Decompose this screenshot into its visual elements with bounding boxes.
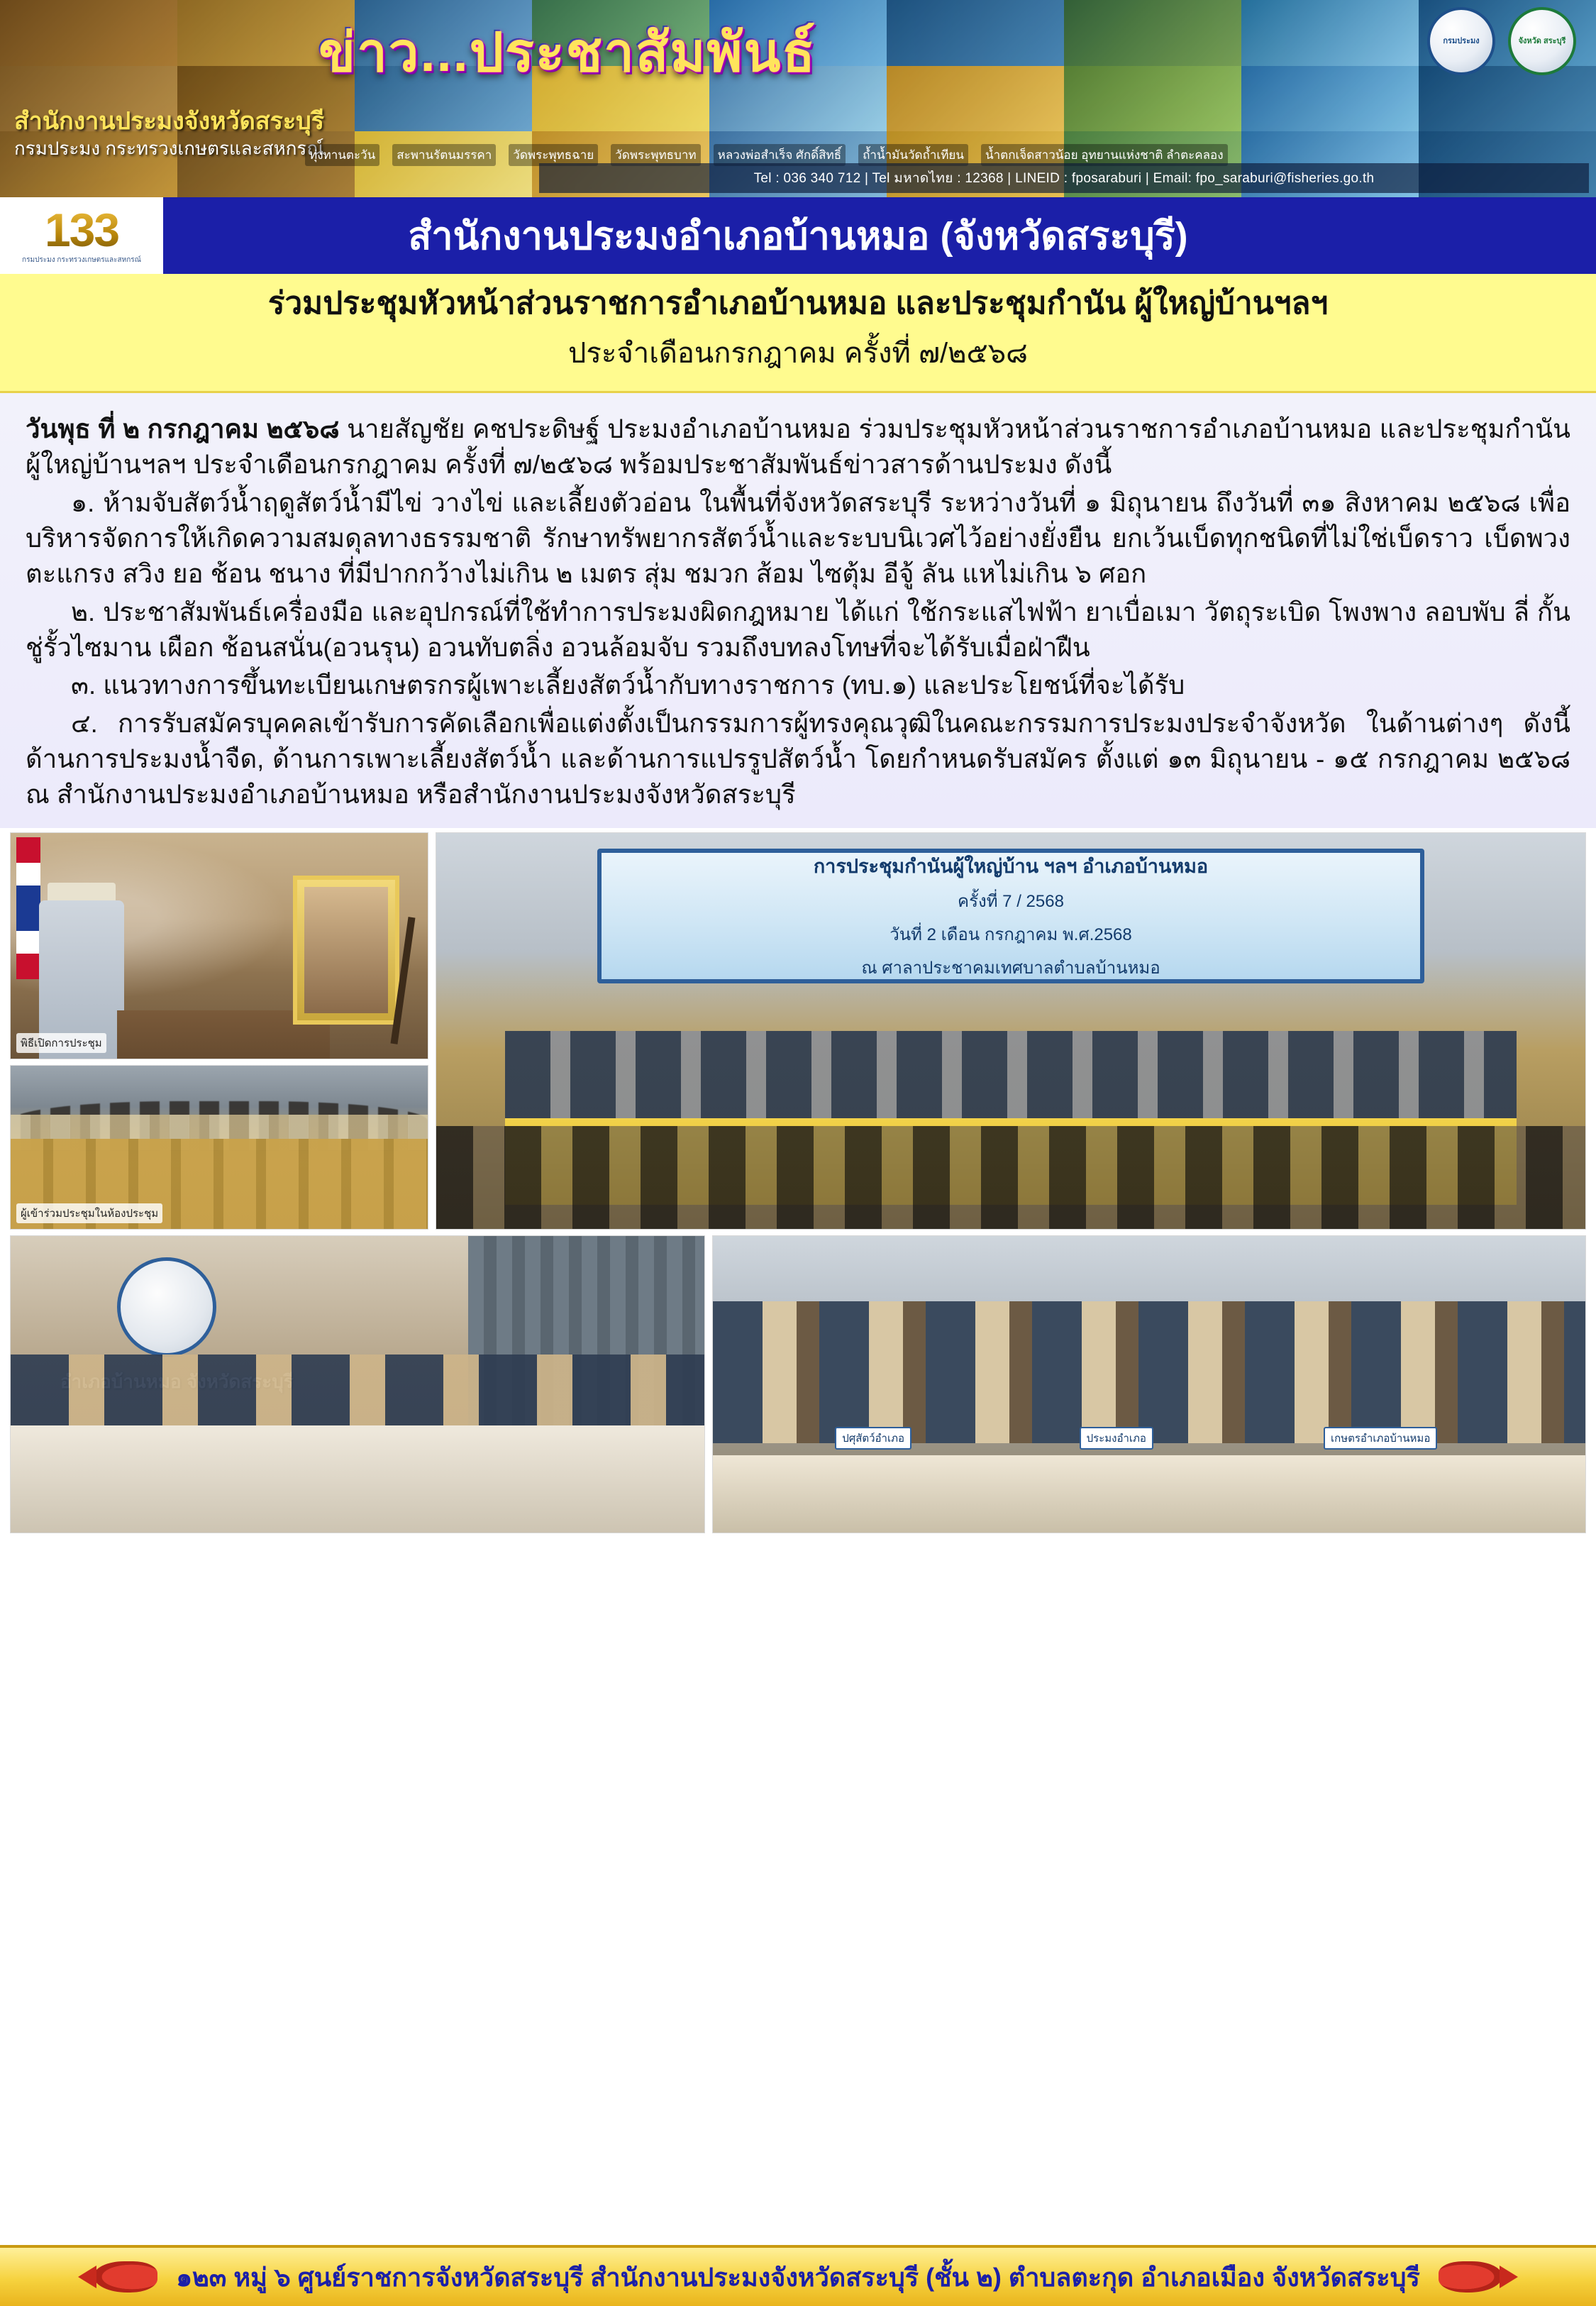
officials-row xyxy=(713,1301,1585,1444)
photo-caption-1: พิธีเปิดการประชุม xyxy=(16,1033,106,1053)
photo-district-meeting-room xyxy=(10,1235,705,1533)
nameplate-livestock: ปศุสัตว์อำเภอ xyxy=(835,1427,911,1450)
seal-label-2: จังหวัด สระบุรี xyxy=(1518,36,1566,45)
banner-org-line1: สำนักงานประมงจังหวัดสระบุรี xyxy=(14,108,324,135)
headline-secondary: ประจำเดือนกรกฎาคม ครั้งที่ ๗/๒๕๖๘ xyxy=(567,337,1029,369)
landmark-label-5: ถ้ำน้ำมันวัดถ้ำเทียน xyxy=(858,144,968,166)
conference-table xyxy=(11,1425,704,1532)
landmark-label-0: ทุ่งทานตะวัน xyxy=(305,144,379,166)
fish-icon-right xyxy=(1439,2261,1502,2293)
photo-row-bottom xyxy=(10,1235,1586,1533)
landmark-label-2: วัดพระพุทธฉาย xyxy=(509,144,598,166)
photo-stage-with-banner xyxy=(436,832,1586,1230)
banner-org-block xyxy=(14,106,324,160)
district-emblem-icon xyxy=(117,1257,216,1357)
landmark-label-3: วัดพระพุทธบาท xyxy=(611,144,700,166)
header-banner xyxy=(0,0,1596,197)
article-item-3: ๓. แนวทางการขึ้นทะเบียนเกษตรกรผู้เพาะเลี้ยงสัตว์น้ำกับทางราชการ (ทบ.๑) และประโยชน์ที่จะได้รับ xyxy=(71,671,1185,700)
anniversary-number: 133 xyxy=(44,203,119,256)
fisheries-department-seal-icon xyxy=(1427,7,1495,75)
article-item-1: ๑. ห้ามจับสัตว์น้ำฤดูสัตว์น้ำมีไข่ วางไข่ และเลี้ยงตัวอ่อน ในพื้นที่จังหวัดสระบุรี ระหว่างวันที่ ๑ มิถุนายน ถึงวันที่ ๓๑ สิงหาคม ๒๕๖๘ เพื่อบริหารจัดการให้เกิดความสมดุลทางธรรมชาติ รักษาทรัพยากรสัตว์น้ำและระบบนิเวศไว้อย่างยั่งยืน ยกเว้นเบ็ดทุกชนิดที่ไม่ใช่เบ็ดราว เบ็ดพวง ตะแกรง สวิง ยอ ช้อน ชนาง ที่มีปากกว้างไม่เกิน ๒ เมตร สุ่ม ชมวก ส้อม ไซตุ้ม อีจู้ ลัน แหไม่เกิน ๖ ศอก xyxy=(26,487,1570,589)
photo-opening-ceremony xyxy=(10,832,428,1059)
anniversary-logo xyxy=(0,197,163,274)
footer-address-text: ๑๒๓ หมู่ ๖ ศูนย์ราชการจังหวัดสระบุรี สำนักงานประมงจังหวัดสระบุรี (ชั้น ๒) ตำบลตะกุด อำเภอเมือง จังหวัดสระบุรี xyxy=(176,2262,1420,2292)
landmark-label-4: หลวงพ่อสำเร็จ ศักดิ์สิทธิ์ xyxy=(714,144,846,166)
article-item-2: ๒. ประชาสัมพันธ์เครื่องมือ และอุปกรณ์ที่ใช้ทำการประมงผิดกฎหมาย ได้แก่ ใช้กระแสไฟฟ้า ยาเบื่อเมา วัตถุระเบิด โพงพาง ลอบพับ ลี่ กั้นชู่รั้วไซมาน เผือก ช้อนสนั่น(อวนรุน) อวนทับตลิ่ง อวนล้อมจับ รวมถึงบทลงโทษที่จะได้รับเมื่อฝ่าฝืน xyxy=(26,597,1570,662)
nameplate-fisheries: ประมงอำเภอ xyxy=(1080,1427,1153,1450)
fish-icon-left xyxy=(94,2261,157,2293)
article-lead-rest: นายสัญชัย คชประดิษฐ์ ประมงอำเภอบ้านหมอ ร่วมประชุมหัวหน้าส่วนราชการอำเภอบ้านหมอ และประชุมกำนัน ผู้ใหญ่บ้านฯลฯ ประจำเดือนกรกฎาคม ครั้งที่ ๗/๒๕๖๘ พร้อมประชาสัมพันธ์ข่าวสารด้านประมง ดังนี้ xyxy=(26,414,1570,480)
officials-desk xyxy=(713,1455,1585,1533)
backdrop-line-3: ณ ศาลาประชาคมเทศบาลตำบลบ้านหมอ xyxy=(861,958,1160,978)
footer-address-bar xyxy=(0,2245,1596,2306)
backdrop-line-1: ครั้งที่ 7 / 2568 xyxy=(958,891,1064,911)
head-table-officials xyxy=(505,1031,1517,1118)
nameplate-agriculture: เกษตรอำเภอบ้านหมอ xyxy=(1324,1427,1437,1450)
headline-block xyxy=(0,274,1596,393)
thai-flag-icon xyxy=(16,837,40,979)
article-item-4: ๔. การรับสมัครบุคคลเข้ารับการคัดเลือกเพื่อแต่งตั้งเป็นกรรมการผู้ทรงคุณวุฒิในคณะกรรมการประมงประจำจังหวัด ในด้านต่างๆ ดังนี้ ด้านการประมงน้ำจืด, ด้านการเพาะเลี้ยงสัตว์น้ำ และด้านการแปรรูปสัตว์น้ำ โดยกำหนดรับสมัคร ตั้งแต่ ๑๓ มิถุนายน - ๑๕ กรกฎาคม ๒๕๖๘ ณ สำนักงานประมงอำเภอบ้านหมอ หรือสำนักงานประมงจังหวัดสระบุรี xyxy=(26,708,1570,810)
seal-label-1: กรมประมง xyxy=(1443,36,1480,45)
banner-org-line2: กรมประมง กระทรวงเกษตรและสหกรณ์ xyxy=(14,137,324,159)
banner-seals xyxy=(1427,7,1576,75)
landmark-label-1: สะพานรัตนมรรคา xyxy=(392,144,496,166)
photo-row-top xyxy=(10,832,1586,1230)
article-body xyxy=(0,393,1596,828)
backdrop-line-2: วันที่ 2 เดือน กรกฎาคม พ.ศ.2568 xyxy=(890,925,1132,944)
page-title: สำนักงานประมงอำเภอบ้านหมอ (จังหวัดสระบุรี) xyxy=(408,215,1188,258)
backdrop-title: การประชุมกำนันผู้ใหญ่บ้าน ฯลฯ อำเภอบ้านหมอ xyxy=(813,855,1209,877)
meeting-backdrop-banner xyxy=(597,849,1424,983)
office-title-bar xyxy=(0,197,1596,274)
seated-attendees xyxy=(436,1126,1585,1229)
photo-audience-hall xyxy=(10,1065,428,1230)
banner-title xyxy=(177,10,958,95)
photo-caption-2: ผู้เข้าร่วมประชุมในห้องประชุม xyxy=(16,1203,162,1223)
royal-portrait-frame xyxy=(293,876,399,1025)
photo-seated-officials xyxy=(712,1235,1586,1533)
article-lead xyxy=(26,412,1570,483)
photo-gallery xyxy=(0,828,1596,1538)
article-lead-date: วันพุธ ที่ ๒ กรกฎาคม ๒๕๖๘ xyxy=(26,414,340,443)
banner-title-text: ข่าว...ประชาสัมพันธ์ xyxy=(318,23,816,83)
anniversary-caption: กรมประมง กระทรวงเกษตรและสหกรณ์ xyxy=(22,255,141,264)
landmark-label-6: น้ำตกเจ็ดสาวน้อย อุทยานแห่งชาติ ลำตะคลอง xyxy=(981,144,1228,166)
headline-primary: ร่วมประชุมหัวหน้าส่วนราชการอำเภอบ้านหมอ และประชุมกำนัน ผู้ใหญ่บ้านฯลฯ xyxy=(267,286,1329,321)
banner-contact-bar: Tel : 036 340 712 | Tel มหาดไทย : 12368 | LINEID : fposaraburi | Email: fpo_saraburi@fisheries.go.th xyxy=(539,163,1589,193)
saraburi-province-seal-icon xyxy=(1508,7,1576,75)
